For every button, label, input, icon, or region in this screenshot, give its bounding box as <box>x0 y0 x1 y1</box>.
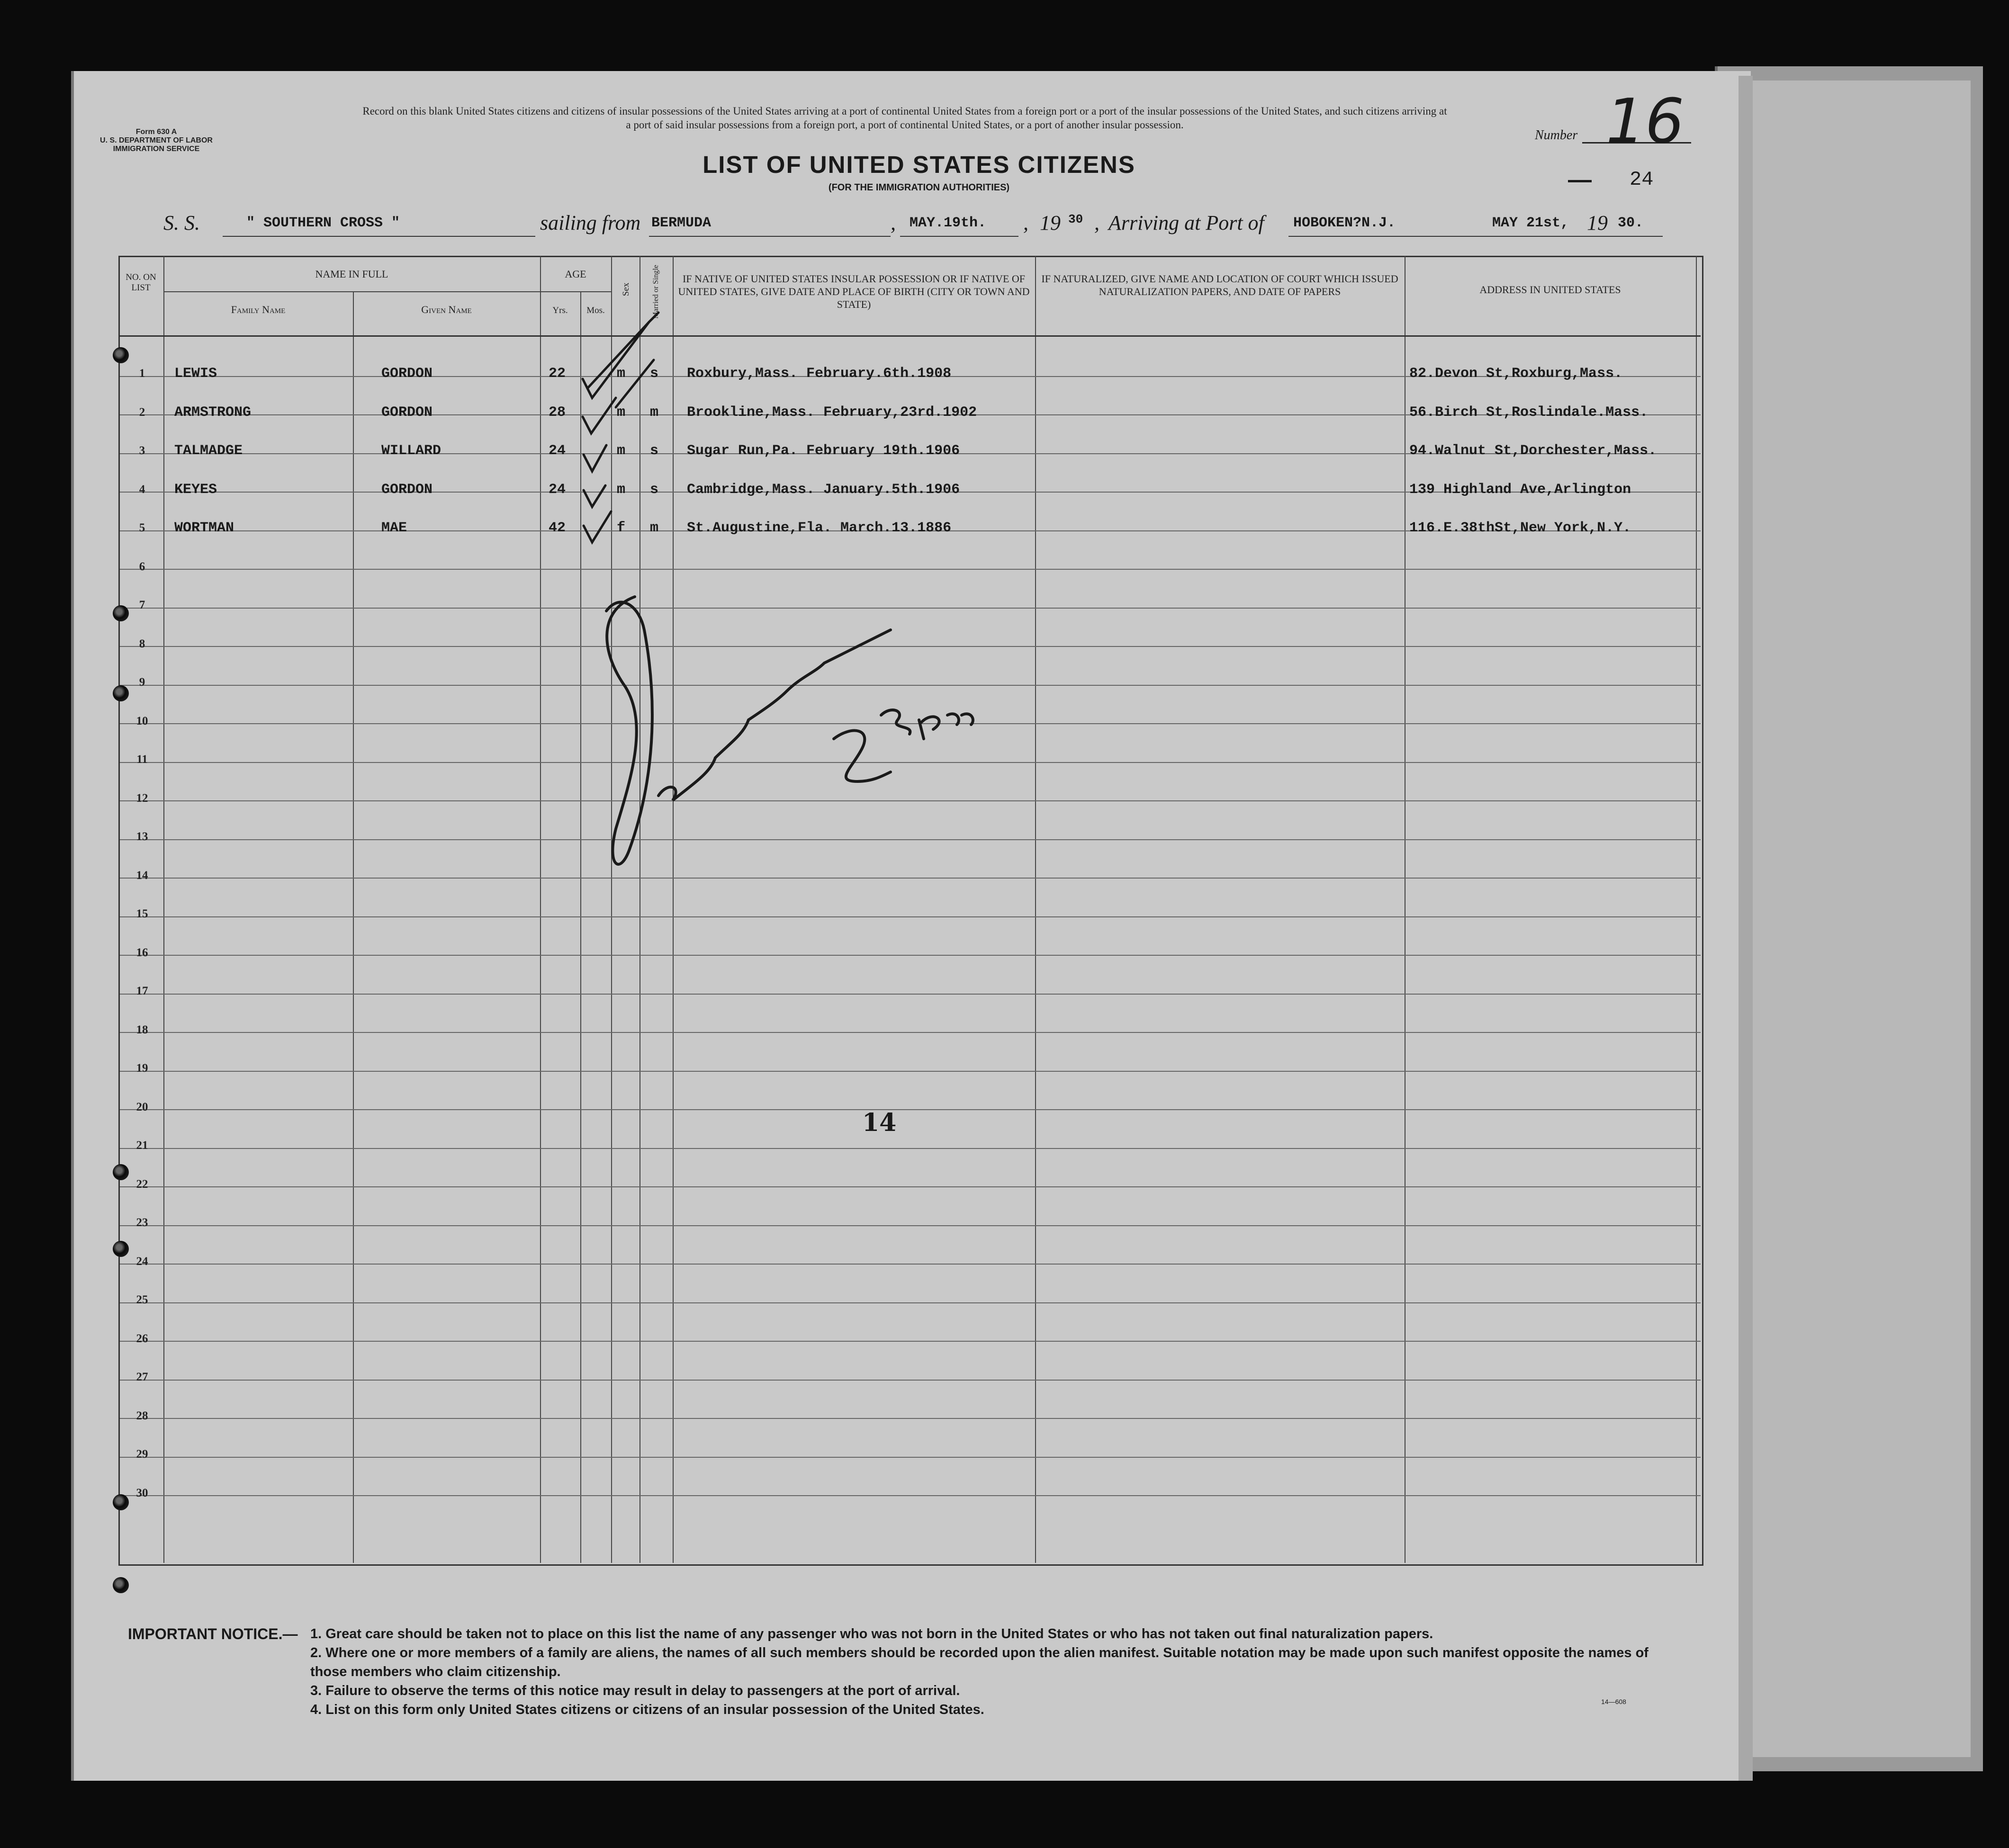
birth-cell: Cambridge,Mass. January.5th.1906 <box>687 481 960 498</box>
header-bottom-line <box>120 335 1701 337</box>
notice-item: 2. Where one or more members of a family are aliens, the names of all such members should be recorded upon the alien manifest. Suitable notation may be made upon such manifest opposite the names of those members who claim citizenship. <box>310 1645 1649 1679</box>
marital-cell: m <box>650 404 659 421</box>
row-number: 29 <box>136 1448 148 1461</box>
underlying-page-inner <box>1753 81 1971 1757</box>
row-line <box>120 1341 1701 1342</box>
arriving-label: Arriving at Port of <box>1108 211 1264 234</box>
family-name-cell: WORTMAN <box>174 520 234 536</box>
given-name-cell: WILLARD <box>381 443 441 459</box>
row-number: 20 <box>136 1100 148 1113</box>
arrive-date: MAY 21st, <box>1492 215 1569 231</box>
row-number: 7 <box>139 599 145 611</box>
given-name-cell: GORDON <box>381 481 433 498</box>
header-mos: Mos. <box>586 305 605 315</box>
row-number: 24 <box>136 1255 148 1268</box>
row-number: 10 <box>136 714 148 727</box>
notice-item: 1. Great care should be taken not to place on this list the name of any passenger who was not born in the United States or who has not taken out final naturalization papers. <box>310 1626 1433 1642</box>
family-name-cell: TALMADGE <box>174 443 243 459</box>
row-number: 3 <box>139 444 145 457</box>
binder-hole <box>113 1494 129 1510</box>
row-number: 30 <box>136 1486 148 1499</box>
row-line <box>120 1186 1701 1187</box>
age-cell: 42 <box>549 520 566 536</box>
family-name-cell: KEYES <box>174 481 217 498</box>
row-number: 16 <box>136 946 148 959</box>
handwritten-signature <box>587 583 1014 914</box>
row-number: 27 <box>136 1371 148 1383</box>
binder-hole <box>113 1577 129 1593</box>
row-line <box>120 1225 1701 1226</box>
sub-number: 24 <box>1630 168 1654 191</box>
row-line <box>120 1264 1701 1265</box>
birth-cell: Sugar Run,Pa. February 19th.1906 <box>687 443 960 459</box>
binder-hole <box>113 605 129 621</box>
department: U. S. DEPARTMENT OF LABOR <box>100 136 213 144</box>
row-number: 6 <box>139 560 145 573</box>
row-number: 11 <box>136 753 148 766</box>
page-stamp: 14 <box>862 1108 897 1137</box>
row-number: 18 <box>136 1023 148 1036</box>
given-name-cell: GORDON <box>381 366 433 382</box>
checkmarks-handwritten <box>559 303 711 549</box>
ss-label: S. S. <box>163 211 200 234</box>
address-cell: 116.E.38thSt,New York,N.Y. <box>1409 520 1631 536</box>
marital-cell: s <box>650 366 659 382</box>
form-code: 14—608 <box>1601 1698 1626 1705</box>
binder-hole <box>113 685 129 701</box>
row-line <box>120 1457 1701 1458</box>
col-divider <box>353 291 354 1563</box>
header-given-name: Given Name <box>421 304 472 315</box>
sex-cell: m <box>617 366 626 382</box>
page-subtitle: (FOR THE IMMIGRATION AUTHORITIES) <box>828 182 1010 193</box>
address-cell: 82.Devon St,Roxburg,Mass. <box>1409 366 1623 382</box>
family-name-cell: ARMSTRONG <box>174 404 252 421</box>
header-yrs: Yrs. <box>552 305 568 315</box>
age-cell: 28 <box>549 404 566 421</box>
page-title: LIST OF UNITED STATES CITIZENS <box>703 151 1135 178</box>
row-line <box>120 1380 1701 1381</box>
age-cell: 24 <box>549 481 566 498</box>
sail-date: MAY.19th. <box>910 215 987 231</box>
birth-cell: Roxbury,Mass. February.6th.1908 <box>687 366 952 382</box>
col-divider <box>1035 256 1036 1563</box>
birth-cell: Brookline,Mass. February,23rd.1902 <box>687 404 977 421</box>
row-line <box>120 994 1701 995</box>
service: IMMIGRATION SERVICE <box>113 145 200 153</box>
row-number: 9 <box>139 676 145 689</box>
given-name-cell: MAE <box>381 520 407 536</box>
col-divider <box>1696 256 1697 1563</box>
form-number: Form 630 A <box>135 128 177 136</box>
marital-cell: s <box>650 481 659 498</box>
row-number: 8 <box>139 637 145 650</box>
sail-year: 30 <box>1068 212 1083 226</box>
sex-cell: m <box>617 481 626 498</box>
row-number: 21 <box>136 1139 148 1152</box>
row-number: 17 <box>136 985 148 997</box>
address-cell: 94.Walnut St,Dorchester,Mass. <box>1409 443 1657 459</box>
row-line <box>120 955 1701 956</box>
row-number: 19 <box>136 1062 148 1075</box>
row-number: 14 <box>136 869 148 882</box>
row-number: 26 <box>136 1332 148 1345</box>
row-line <box>120 916 1701 917</box>
row-line <box>120 1148 1701 1149</box>
page-edge <box>1739 76 1753 1781</box>
header-age: AGE <box>565 268 586 280</box>
header-sex: Sex <box>621 282 631 296</box>
notice-label: IMPORTANT NOTICE.— <box>128 1625 298 1642</box>
number-label: Number <box>1535 128 1578 143</box>
sail-date-underline <box>900 236 1018 237</box>
dash-mark: — <box>1568 166 1592 193</box>
arrive-year: 30. <box>1618 215 1644 231</box>
row-line <box>120 569 1701 570</box>
sex-cell: f <box>617 520 626 536</box>
header-name-in-full: NAME IN FULL <box>315 268 388 280</box>
header-married-single: Married or Single <box>652 265 660 319</box>
row-number: 4 <box>139 483 145 496</box>
row-line <box>120 1418 1701 1419</box>
binder-hole <box>113 347 129 363</box>
sex-cell: m <box>617 404 626 421</box>
intro-text: Record on this blank United States citizens and citizens of insular possessions of the United States arriving at a port of continental United States from a foreign port or a port of the insular possessions of the United States, and such citizens arriving at a port of said insular possessions from a foreign port, a port of continental United States, or a port of another insular possession. <box>362 105 1447 131</box>
row-number: 23 <box>136 1216 148 1229</box>
port-from-underline <box>649 236 891 237</box>
form-identifier <box>76 128 237 153</box>
age-cell: 22 <box>549 366 566 382</box>
row-number: 28 <box>136 1409 148 1422</box>
address-cell: 56.Birch St,Roslindale.Mass. <box>1409 404 1649 421</box>
row-line <box>120 1032 1701 1033</box>
row-line <box>120 1109 1701 1110</box>
col-divider <box>540 256 541 1563</box>
row-number: 15 <box>136 907 148 920</box>
row-number: 2 <box>139 405 145 419</box>
port-to: HOBOKEN?N.J. <box>1293 215 1396 231</box>
sailing-from-label: sailing from <box>540 211 641 234</box>
ship-name: " SOUTHERN CROSS " <box>246 215 400 231</box>
arrive-year-prefix: 19 <box>1587 211 1608 234</box>
header-family-name: Family Name <box>231 304 286 315</box>
row-number: 22 <box>136 1177 148 1191</box>
row-line <box>120 1302 1701 1303</box>
marital-cell: m <box>650 520 659 536</box>
family-name-cell: LEWIS <box>174 366 217 382</box>
marital-cell: s <box>650 443 659 459</box>
sex-cell: m <box>617 443 626 459</box>
notice-item: 4. List on this form only United States citizens or citizens of an insular possession of the United States. <box>310 1702 984 1717</box>
header-birth: IF NATIVE OF UNITED STATES INSULAR POSSESSION OR IF NATIVE OF UNITED STATES, GIVE DATE AND PLACE OF BIRTH (CITY OR TOWN AND STATE) <box>678 273 1030 310</box>
row-number: 25 <box>136 1293 148 1306</box>
binder-hole <box>113 1241 129 1257</box>
header-subline <box>163 291 611 292</box>
header-naturalized: IF NATURALIZED, GIVE NAME AND LOCATION OF COURT WHICH ISSUED NATURALIZATION PAPERS, AND DATE OF PAPERS <box>1041 273 1398 297</box>
row-number: 13 <box>136 830 148 843</box>
row-number: 12 <box>136 791 148 805</box>
address-cell: 139 Highland Ave,Arlington <box>1409 481 1631 498</box>
arrival-underline <box>1288 236 1663 237</box>
given-name-cell: GORDON <box>381 404 433 421</box>
header-no-on-list: NO. ON LIST <box>126 272 156 293</box>
binder-hole <box>113 1164 129 1180</box>
age-cell: 24 <box>549 443 566 459</box>
sail-year-prefix: 19 <box>1040 211 1061 234</box>
row-line <box>120 1071 1701 1072</box>
row-number: 1 <box>139 367 145 380</box>
port-from: BERMUDA <box>651 215 712 231</box>
notice-item: 3. Failure to observe the terms of this notice may result in delay to passengers at the port of arrival. <box>310 1683 960 1698</box>
row-number: 5 <box>139 521 145 534</box>
col-divider <box>163 256 164 1563</box>
ship-underline <box>223 236 535 237</box>
list-number: 16 <box>1606 85 1685 157</box>
birth-cell: St.Augustine,Fla. March.13.1886 <box>687 520 952 536</box>
header-address: ADDRESS IN UNITED STATES <box>1479 284 1621 296</box>
row-line <box>120 1495 1701 1496</box>
